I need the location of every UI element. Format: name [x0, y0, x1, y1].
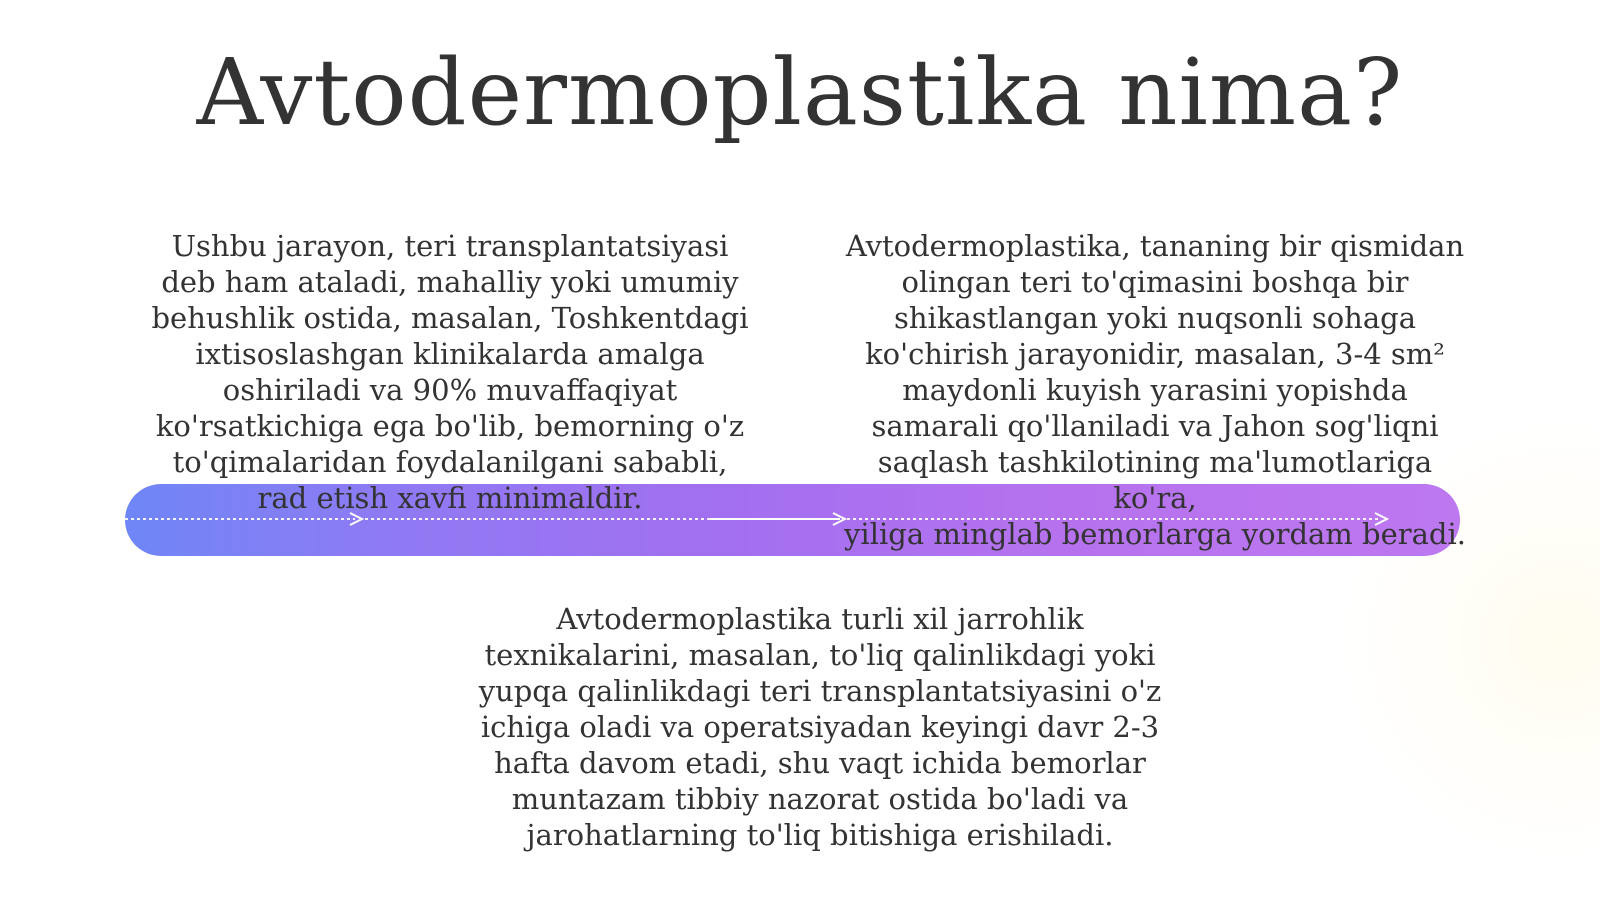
- text-block-bottom: Avtodermoplastika turli xil jarrohlik texnikalarini, masalan, to'liq qalinlikdagi yoki yupqa qalinlikdagi teri transplantatsiyasini o'z ichiga oladi va operatsiyadan keyingi davr 2-3 hafta davom etadi, shu vaqt ichida bemorlar muntazam tibbiy nazorat ostida bo'ladi va jarohatlarning to'liq bitishiga erishiladi.: [478, 602, 1162, 852]
- slide-title: Avtodermoplastika nima?: [196, 39, 1404, 146]
- text-block-left: Ushbu jarayon, teri transplantatsiyasi deb ham ataladi, mahalliy yoki umumiy behushlik ostida, masalan, Toshkentdagi ixtisoslashgan klinikalarda amalga oshiriladi va 90% muvaffaqiyat ko'rsatkichiga ega bo'lib, bemorning o'z to'qimalaridan foydalanilgani sababli, rad etish xavfi minimaldir.: [151, 229, 749, 515]
- text-block-right: Avtodermoplastika, tananing bir qismidan olingan teri to'qimasini boshqa bir shikastlangan yoki nuqsonli sohaga ko'chirish jarayonidir, masalan, 3-4 sm² maydonli kuyish yarasini yopishda samarali qo'llaniladi va Jahon sog'liqni saqlash tashkilotining ma'lumotlariga ko'ra, yiliga minglab bemorlarga yordam beradi.: [844, 229, 1466, 551]
